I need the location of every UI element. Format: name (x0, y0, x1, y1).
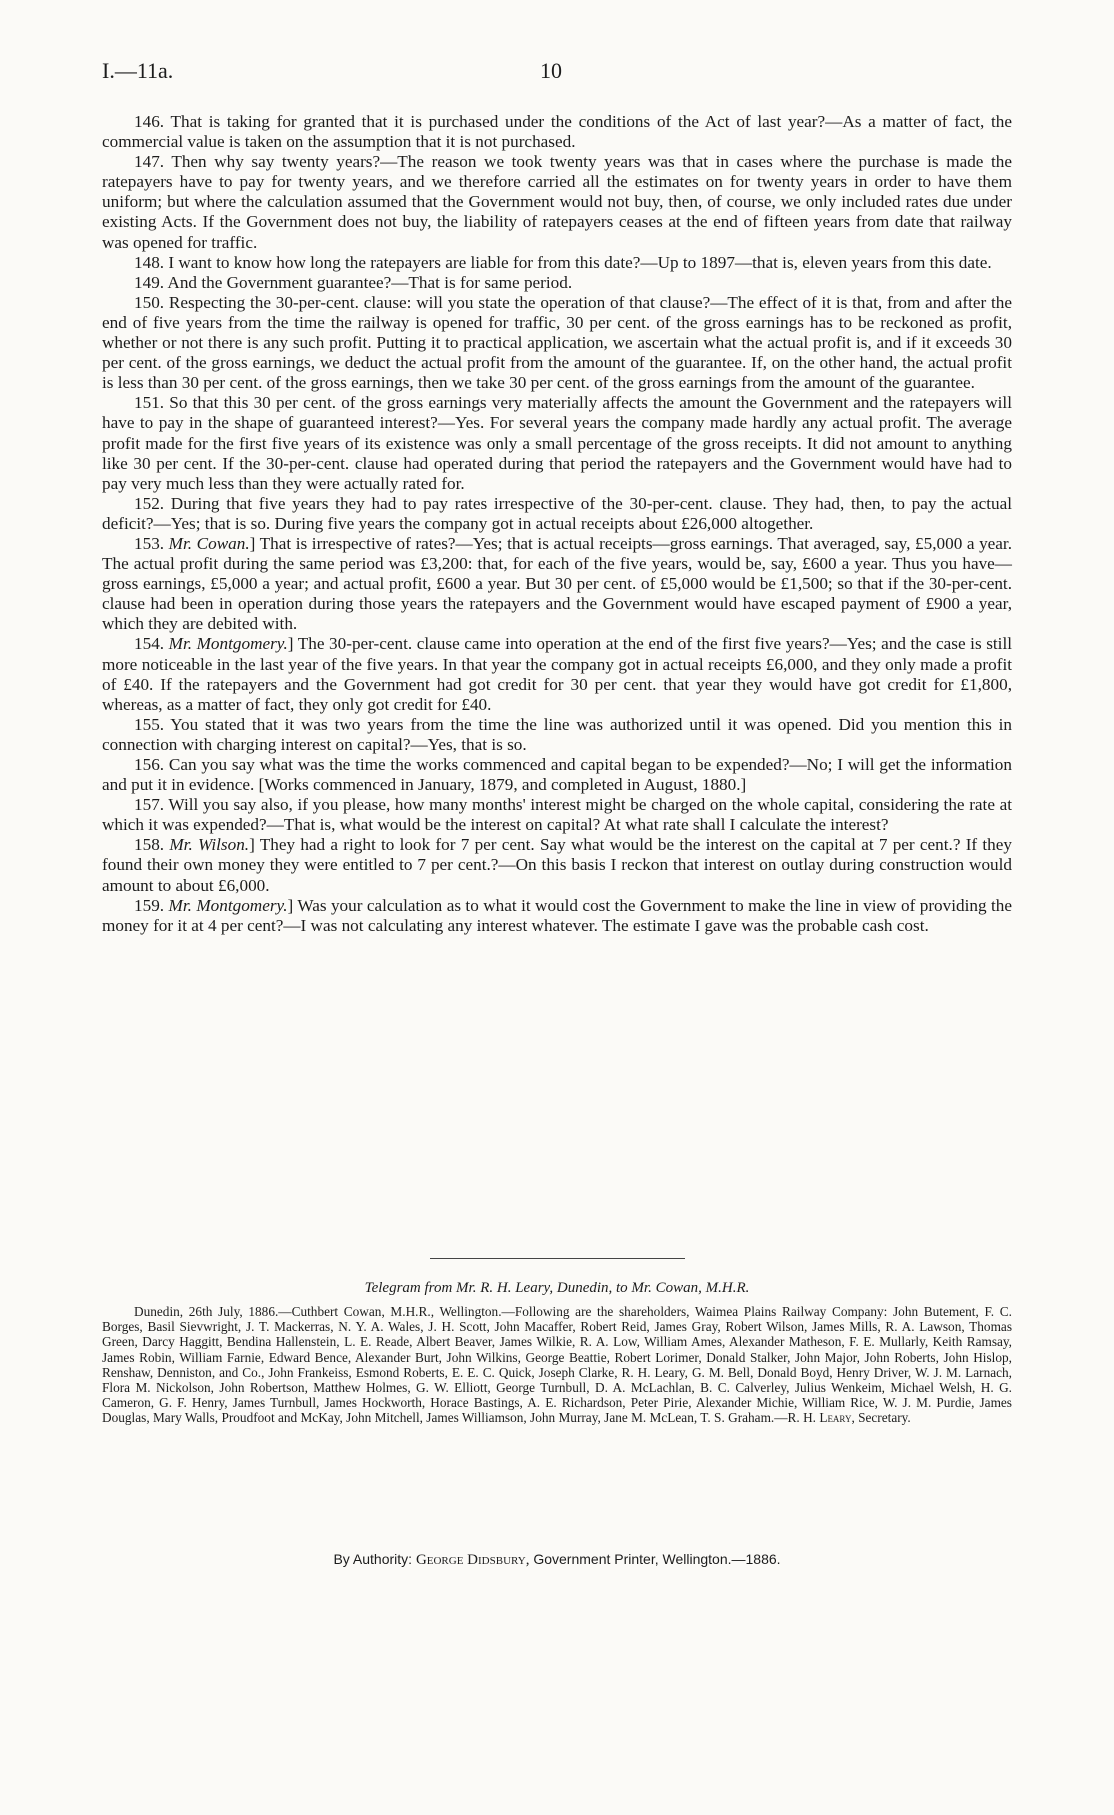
page-header (0, 58, 1114, 88)
question-146: 146. That is taking for granted that it is purchased under the conditions of the Act of last year?—As a matter of fact, the commercial value is taken on the assumption that it is not purchased. (102, 112, 1012, 152)
question-154: 154. Mr. Montgomery.] The 30-per-cent. clause came into operation at the end of the first five years?—Yes; and the case is still more noticeable in the last year of the five years. In that year the company got in actual receipts £6,000, and they only made a profit of £40. If the ratepayers and the Government had got credit for 30 per cent. that year they would have got credit for £1,800, whereas, as a matter of fact, they only got credit for £40. (102, 634, 1012, 714)
question-151: 151. So that this 30 per cent. of the gross earnings very materially affects the amount the Government and the ratepayers will have to pay in the shape of guaranteed interest?—Yes. For several years the company made hardly any actual profit. The average profit made for the first five years of its existence was only a small percentage of the gross receipts. It did not amount to anything like 30 per cent. If the 30-per-cent. clause had operated during that period the ratepayers and the Government would have had to pay very much less than they were actually rated for. (102, 393, 1012, 493)
question-157: 157. Will you say also, if you please, how many months' interest might be charged on the whole capital, considering the rate at which it was expended?—That is, what would be the interest on capital? At what rate shall I calculate the interest? (102, 795, 1012, 835)
question-156: 156. Can you say what was the time the works commenced and capital began to be expended?—No; I will get the information and put it in evidence. [Works commenced in January, 1879, and completed in August, 1880.] (102, 755, 1012, 795)
question-158: 158. Mr. Wilson.] They had a right to look for 7 per cent. Say what would be the interest on the capital at 7 per cent.? If they found their own money they were entitled to 7 per cent.?—On this basis I reckon that interest on outlay during construction would amount to about £6,000. (102, 835, 1013, 895)
evidence-text (102, 112, 1012, 936)
question-149: 149. And the Government guarantee?—That is for same period. (134, 272, 573, 292)
question-153: 153. Mr. Cowan.] That is irrespective of rates?—Yes; that is actual receipts—gross earnings. That averaged, say, £5,000 a year. The actual profit during the same period was £3,200: that, for each of the five years, would be, say, £600 a year. Thus you have—gross earnings, £5,000 a year; and actual profit, £600 a year. But 30 per cent. of £5,000 would be £1,500; so that if the 30-per-cent. clause had been in operation during those years the ratepayers and the Government would have escaped payment of £900 a year, which they are debited with. (102, 533, 1013, 634)
telegram-signature-role: Secretary. (854, 1410, 911, 1426)
question-159: 159. Mr. Montgomery.] Was your calculation as to what it would cost the Government to make the line in view of providing the money for it at 4 per cent?—I was not calculating any interest whatever. The estimate I gave was the probable cash cost. (102, 895, 1013, 935)
imprint-prefix: By Authority: (333, 1551, 416, 1567)
telegram-text: Dunedin, 26th July, 1886.—Cuthbert Cowan, M.H.R., Wellington.—Following are the shareholders, Waimea Plains Railway Company: John Butement, F. C. Borges, Basil Sievwright, J. T. Mackerras, N. Y. A. Wales, J. H. Scott, John Macaffer, Robert Reid, James Gray, Robert Wilson, James Mills, R. A. Lawson, Thomas Green, Darcy Haggitt, Bendina Hallenstein, L. E. Reade, Albert Beaver, James Wilkie, R. A. Low, William Ames, Alexander Matheson, F. E. Mullarly, Keith Ramsay, James Robin, William Farnie, Edward Bence, Alexander Burt, John Wilkins, George Beattie, Robert Lorimer, Donald Stalker, John Major, John Roberts, John Hislop, Renshaw, Denniston, and Co., John Frankeiss, Esmond Roberts, E. E. C. Quick, Joseph Clarke, R. H. Leary, G. M. Bell, Donald Boyd, Henry Driver, W. J. M. Larnach, Flora M. Nickolson, John Robertson, Matthew Holmes, G. W. Elliott, George Turnbull, D. A. McLachlan, B. C. Calverley, Julius Wenkeim, Michael Welsh, H. G. Cameron, G. F. Henry, James Turnbull, James Hockworth, Horace Bastings, A. E. Richardson, Peter Pirie, Alexander Michie, William Rice, W. J. M. Purdie, James Douglas, Mary Walls, Proudfoot and McKay, John Mitchell, James Williamson, John Murray, Jane M. McLean, T. S. Graham.— (102, 1304, 1012, 1426)
printer-imprint (0, 1551, 1114, 1569)
question-147: 147. Then why say twenty years?—The reason we took twenty years was that in cases where the purchase is made the ratepayers have to pay for twenty years, and we therefore carried all the estimates on for twenty years in order to have them uniform; but where the calculation assumed that the Government would not buy, then, of course, we only included rates due under existing Acts. If the Government does not buy, the liability of ratepayers ceases at the end of fifteen years from date that railway was opened for traffic. (102, 152, 1012, 252)
imprint-printer: George Didsbury, (415, 1552, 530, 1568)
speaker-name: Mr. Montgomery. (168, 895, 288, 915)
question-155: 155. You stated that it was two years from the time the line was authorized until it was opened. Did you mention this in connection with charging interest on capital?—Yes, that is so. (102, 714, 1012, 754)
question-152: 152. During that five years they had to pay rates irrespective of the 30-per-cent. clause. They had, then, to pay the actual deficit?—Yes; that is so. During five years the company got in actual receipts about £26,000 altogether. (102, 493, 1012, 533)
telegram-body (102, 1304, 1012, 1426)
telegram-paragraph (102, 1304, 1012, 1426)
speaker-name: Mr. Wilson. (169, 835, 250, 855)
question-150: 150. Respecting the 30-per-cent. clause: will you state the operation of that clause?—The effect of it is that, from and after the end of five years from the time the railway is opened for traffic, 30 per cent. of the gross earnings has to be reckoned as profit, whether or not there is any such profit. Putting it to practical application, we ascertain what the actual profit is, and if it exceeds 30 per cent. of the gross earnings, we deduct the actual profit from the amount of the guarantee. If, on the other hand, the actual profit is less than 30 per cent. of the gross earnings, then we take 30 per cent. of the gross earnings from the amount of the guarantee. (102, 292, 1012, 393)
section-divider (430, 1258, 685, 1259)
telegram-title: Telegram from Mr. R. H. Leary, Dunedin, to Mr. Cowan, M.H.R. (364, 1280, 750, 1296)
document-reference: I.—11a. (102, 58, 174, 83)
speaker-name: Mr. Cowan. (168, 533, 250, 553)
question-148: 148. I want to know how long the ratepayers are liable for from this date?—Up to 1897—that is, eleven years from this date. (134, 252, 992, 272)
imprint-suffix: Government Printer, Wellington.—1886. (529, 1551, 781, 1567)
telegram-signature: R. H. Leary, (787, 1410, 855, 1426)
page-number: 10 (540, 58, 562, 83)
speaker-name: Mr. Montgomery. (168, 634, 288, 654)
